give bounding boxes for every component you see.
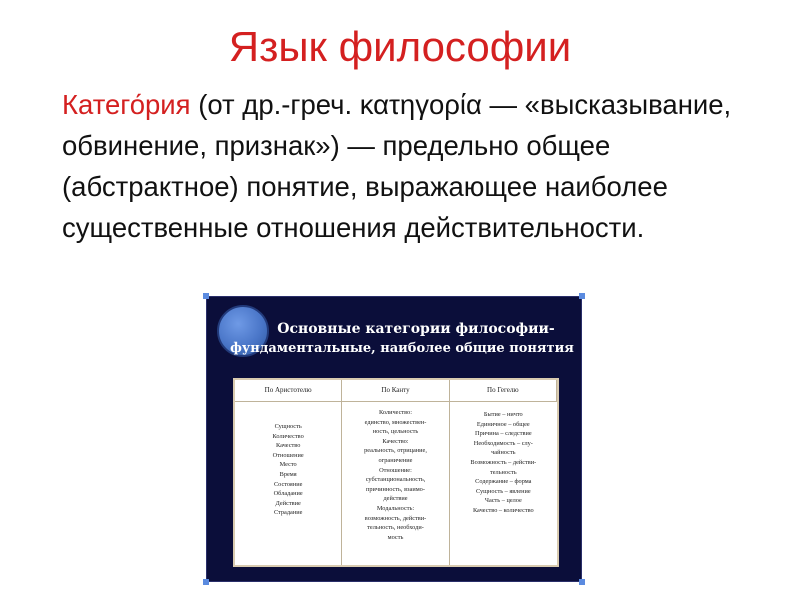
definition-term: Катего́рия xyxy=(62,89,191,120)
table-cell-line: Причина – следствие xyxy=(475,430,532,438)
kant-column xyxy=(342,402,449,565)
aristotle-column xyxy=(235,402,342,565)
table-cell-line: тельность xyxy=(490,468,517,476)
categories-heading-line2: фундаментальные, наиболее общие понятия xyxy=(230,341,574,356)
table-cell-line: Состояние xyxy=(273,480,303,488)
table-cell-line: Время xyxy=(279,470,297,478)
table-cell-line: Качество xyxy=(275,442,301,450)
table-cell-line: Содержание – форма xyxy=(475,478,532,486)
table-cell-line: действие xyxy=(383,495,408,503)
table-cell-line: возможность, действи- xyxy=(364,514,427,522)
table-cell-line: единство, множествен- xyxy=(364,418,427,426)
table-cell-line: Количество xyxy=(272,432,304,440)
categories-heading-line1: Основные категории философии- xyxy=(277,321,555,337)
table-cell-line: ограничение xyxy=(378,456,413,464)
table-cell-line: мость xyxy=(387,533,404,541)
table-cell-line: Модальность: xyxy=(376,504,415,512)
categories-image xyxy=(206,296,582,582)
table-cell-line: ность, цельность xyxy=(372,428,419,436)
table-cell-line: Обладание xyxy=(273,490,303,498)
table-cell-line: Качество: xyxy=(382,437,409,445)
categories-heading xyxy=(227,319,577,359)
corner-marker xyxy=(579,293,585,299)
slide-title: Язык философии xyxy=(228,23,572,70)
table-cell-line: причинность, взаимо- xyxy=(366,485,425,493)
table-header-kant: По Канту xyxy=(342,380,449,402)
table-cell-line: Единичное – общее xyxy=(476,420,530,428)
corner-marker xyxy=(203,579,209,585)
table-cell-line: Место xyxy=(279,461,297,469)
categories-table xyxy=(233,378,559,567)
table-cell-line: реальность, отрицание, xyxy=(364,447,427,455)
table-cell-line: тельность, необходи- xyxy=(367,524,424,532)
table-header-hegel: По Гегелю xyxy=(450,380,557,402)
table-cell-line: Отношение xyxy=(272,451,304,459)
corner-marker xyxy=(203,293,209,299)
table-cell-line: Бытие – ничто xyxy=(483,411,523,418)
table-cell-line: Сущность xyxy=(274,423,302,430)
table-cell-line: Качество – количество xyxy=(472,506,534,514)
definition-text: (от др.-греч. κατηγορία — «высказывание, обвинение, признак») — предельно общее (абстрактное) понятие, выражающее наиболее существенные отношения действительности. xyxy=(62,89,732,243)
table-cell-line: Страдание xyxy=(273,509,303,517)
table-cell-line: Действие xyxy=(275,499,301,507)
hegel-column xyxy=(450,402,557,565)
table-cell-line: Часть – целое xyxy=(484,497,522,505)
table-cell-line: Необходимость – слу- xyxy=(473,439,533,447)
table-cell-line: Отношение: xyxy=(379,466,412,474)
corner-marker xyxy=(579,579,585,585)
table-cell-line: субстанциональность, xyxy=(365,476,426,484)
table-cell-line: чайность xyxy=(491,449,516,457)
definition-paragraph xyxy=(62,84,762,248)
table-header-aristotle: По Аристотелю xyxy=(235,380,342,402)
table-cell-line: Возможность – действи- xyxy=(470,458,537,466)
table-cell-line: Количество: xyxy=(379,409,412,416)
table-cell-line: Сущность – явление xyxy=(475,487,531,495)
